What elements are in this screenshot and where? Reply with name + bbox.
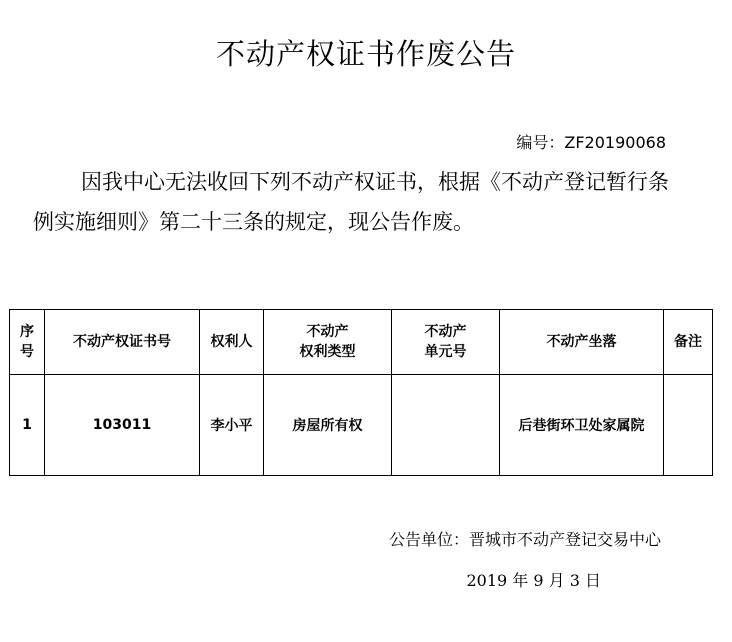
- header-seq-line2: 号: [20, 344, 34, 360]
- document-number: 编号：ZF20190068: [516, 133, 666, 152]
- table-header-row: [10, 310, 713, 375]
- certificate-table: [9, 309, 713, 476]
- header-seq: [10, 310, 45, 375]
- header-remark: 备注: [664, 310, 713, 375]
- cell-right-type: 房屋所有权: [264, 375, 392, 476]
- header-location: 不动产坐落: [500, 310, 664, 375]
- cell-location: 后巷街环卫处家属院: [500, 375, 664, 476]
- header-unit-no: [392, 310, 500, 375]
- cell-cert-no: 103011: [45, 375, 200, 476]
- issuing-organization: 公告单位：晋城市不动产登记交易中心: [388, 530, 661, 549]
- cell-seq: 1: [10, 375, 45, 476]
- table-row: [10, 375, 713, 476]
- header-unit-no-line2: 单元号: [424, 344, 467, 360]
- cell-remark: [664, 375, 713, 476]
- header-cert-no: 不动产权证书号: [45, 310, 200, 375]
- header-right-type-line2: 权利类型: [299, 344, 356, 360]
- announcement-date: 2019 年 9 月 3 日: [466, 571, 601, 590]
- header-right-type-line1: 不动产: [306, 324, 349, 340]
- header-right-type: [264, 310, 392, 375]
- header-unit-no-line1: 不动产: [424, 324, 467, 340]
- header-seq-line1: 序: [20, 324, 34, 340]
- announcement-body: 因我中心无法收回下列不动产权证书，根据《不动产登记暂行条例实施细则》第二十三条的规定，现公告作废。: [33, 170, 669, 234]
- cell-owner: 李小平: [200, 375, 264, 476]
- cell-unit-no: [392, 375, 500, 476]
- page-title: 不动产权证书作废公告: [215, 37, 516, 71]
- header-owner: 权利人: [200, 310, 264, 375]
